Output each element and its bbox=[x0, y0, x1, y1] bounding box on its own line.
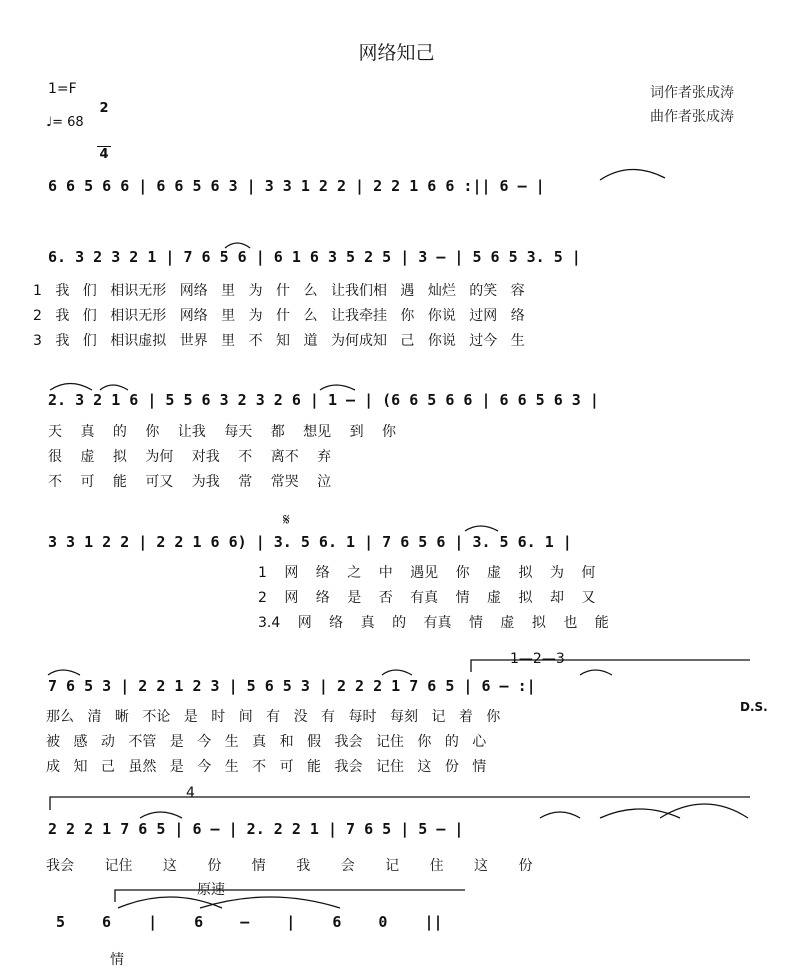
score-row-5-lyric-2: 被 感 动 不管 是 今 生 真 和 假 我会 记住 你 的 心 bbox=[46, 734, 487, 750]
composer-credit: 曲作者张成涛 bbox=[650, 109, 734, 125]
score-row-4-lyric-2: 2 网 络 是 否 有真 情 虚 拟 却 又 bbox=[258, 590, 596, 606]
lyricist-credit: 词作者张成涛 bbox=[650, 85, 734, 101]
time-signature-bottom: 4 bbox=[97, 146, 111, 162]
score-row-6-lyric-1: 我会 记住 这 份 情 我 会 记 住 这 份 bbox=[46, 858, 533, 874]
score-row-3-lyric-3: 不 可 能 可又 为我 常 常哭 泣 bbox=[48, 474, 332, 490]
volta-bracket bbox=[50, 797, 750, 810]
score-row-6-notes: 2 2 2 1 7 6 5 | 6 – | 2. 2 2 1 | 7 6 5 | 5 – | bbox=[48, 820, 464, 838]
quarter-note-icon: ♩ bbox=[46, 115, 53, 130]
score-row-5-lyric-1: 那么 清 晰 不论 是 时 间 有 没 有 每时 每刻 记 着 你 bbox=[46, 709, 501, 725]
score-row-5-lyric-3: 成 知 己 虽然 是 今 生 不 可 能 我会 记住 这 份 情 bbox=[46, 759, 487, 775]
tie-arc bbox=[48, 670, 80, 675]
tie-arc bbox=[225, 243, 250, 248]
key-signature: 1=F bbox=[48, 81, 77, 97]
tempo-bracket bbox=[115, 890, 465, 902]
score-row-2-notes: 6. 3 2 3 2 1 | 7 6 5 6 | 6 1 6 3 5 2 5 | 3 – | 5 6 5 3. 5 | bbox=[48, 248, 581, 266]
volta-4-label: 4 bbox=[186, 785, 195, 801]
score-row-4-lyric-3: 3.4 网 络 真 的 有真 情 虚 拟 也 能 bbox=[258, 615, 609, 631]
score-row-2-lyric-1: 1 我 们 相识无形 网络 里 为 什 么 让我们相 遇 灿烂 的笑 容 bbox=[33, 283, 525, 299]
score-row-3-notes: 2. 3 2 1 6 | 5 5 6 3 2 3 2 6 | 1 – | (6 6 5 6 6 | 6 6 5 6 3 | bbox=[48, 391, 599, 409]
score-row-4-lyric-1: 1 网 络 之 中 遇见 你 虚 拟 为 何 bbox=[258, 565, 596, 581]
tie-arc bbox=[580, 670, 612, 675]
tie-arc bbox=[382, 670, 412, 675]
volta-1-2-3-label: 1—2—3 bbox=[510, 651, 565, 667]
score-row-2-lyric-2: 2 我 们 相识无形 网络 里 为 什 么 让我牵挂 你 你说 过网 络 bbox=[33, 308, 525, 324]
score-row-1-notes: 6 6 5 6 6 | 6 6 5 6 3 | 3 3 1 2 2 | 2 2 1 6 6 :|| 6 – | bbox=[48, 177, 545, 195]
segno-sign: 𝄋 bbox=[283, 510, 290, 529]
tie-arc bbox=[320, 385, 355, 390]
score-row-3-lyric-2: 很 虚 拟 为何 对我 不 离不 弃 bbox=[48, 449, 332, 465]
song-title: 网络知己 bbox=[358, 42, 435, 64]
volta-bracket bbox=[471, 660, 750, 672]
score-row-4-notes: 3 3 1 2 2 | 2 2 1 6 6) | 3. 5 6. 1 | 7 6 5 6 | 3. 5 6. 1 | bbox=[48, 533, 572, 551]
yuansu-marking: 原速 bbox=[197, 882, 225, 898]
tie-arc bbox=[600, 169, 665, 180]
tie-arc bbox=[50, 384, 92, 391]
tie-arc bbox=[660, 804, 748, 818]
score-row-7-notes: 5 6 | 6 – | 6 0 || bbox=[56, 913, 443, 931]
tie-arc bbox=[200, 897, 340, 908]
tie-arc bbox=[140, 812, 182, 818]
score-row-2-lyric-3: 3 我 们 相识虚拟 世界 里 不 知 道 为何成知 己 你说 过今 生 bbox=[33, 333, 525, 349]
time-signature-top: 2 bbox=[99, 101, 109, 116]
ds-marking: D.S. bbox=[740, 700, 768, 714]
tie-arc bbox=[540, 812, 580, 818]
score-row-5-notes: 7 6 5 3 | 2 2 1 2 3 | 5 6 5 3 | 2 2 2 1 7 6 5 | 6 – :| bbox=[48, 677, 536, 695]
score-row-7-lyric-1: 情 bbox=[110, 952, 124, 968]
tie-arc bbox=[100, 385, 128, 390]
tempo-value: = 68 bbox=[52, 115, 84, 130]
score-row-3-lyric-1: 天 真 的 你 让我 每天 都 想见 到 你 bbox=[48, 424, 397, 440]
tie-arc bbox=[465, 526, 498, 531]
